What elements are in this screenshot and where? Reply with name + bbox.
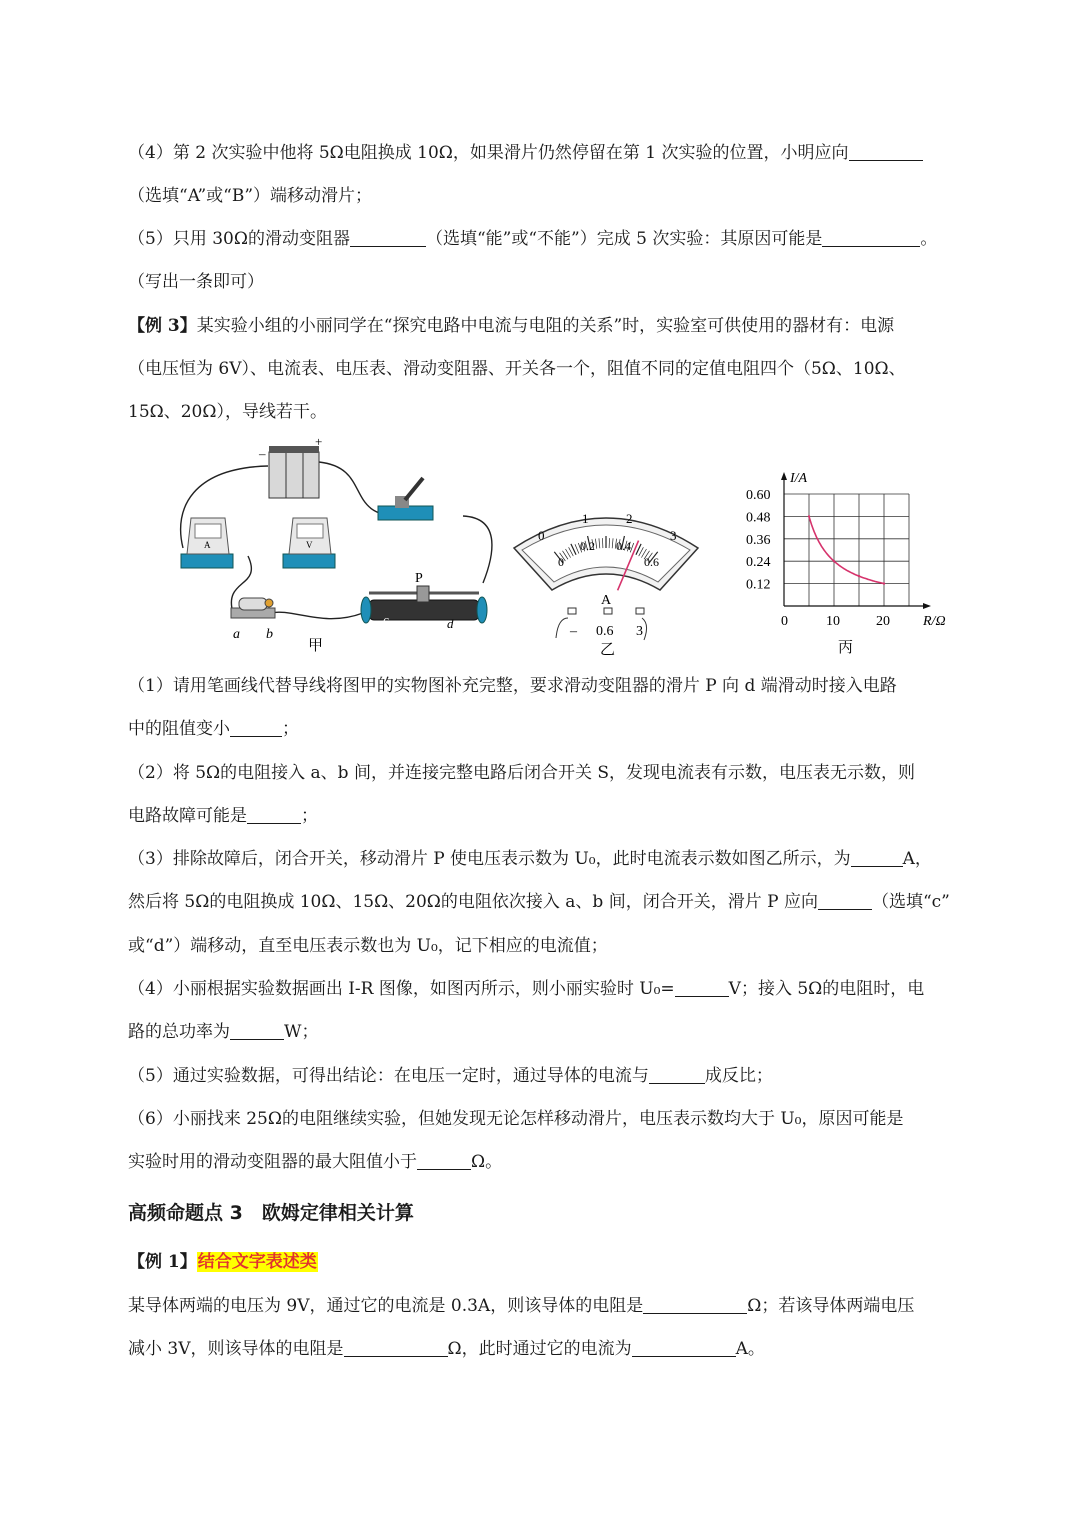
slider-label-p: P bbox=[415, 571, 423, 586]
text: 电路故障可能是 bbox=[128, 806, 247, 826]
upper-scale-3: 3 bbox=[670, 528, 677, 543]
text: 。 bbox=[920, 229, 938, 249]
text: 路的总功率为 bbox=[128, 1022, 230, 1042]
line-q3-cont-2 bbox=[128, 933, 984, 959]
text: Ω，此时通过它的电流为 bbox=[447, 1339, 632, 1359]
y-axis-arrow bbox=[781, 472, 787, 480]
line-q1-cont bbox=[128, 716, 984, 742]
upper-scale-2: 2 bbox=[626, 511, 633, 526]
text: （3）排除故障后，闭合开关，移动滑片 P 使电压表示数为 U₀，此时电流表示数如图乙所示，为 bbox=[128, 849, 851, 869]
figure-yi-ammeter bbox=[510, 500, 730, 655]
text: （5）只用 30Ω的滑动变阻器 bbox=[128, 229, 350, 249]
answer-blank[interactable] bbox=[675, 978, 729, 997]
y-tick-label: 0.24 bbox=[746, 555, 771, 571]
line-ex1 bbox=[128, 1293, 984, 1319]
text: 15Ω、20Ω），导线若干。 bbox=[128, 402, 327, 422]
terminal-0-6: 0.6 bbox=[596, 624, 614, 639]
x-tick-label: 20 bbox=[876, 614, 890, 629]
chart-curve-i-r bbox=[809, 516, 884, 583]
section-title: 高频命题点 3 欧姆定律相关计算 bbox=[128, 1202, 414, 1224]
line-ex3-intro-2 bbox=[128, 356, 984, 382]
terminal-d: d bbox=[447, 616, 454, 631]
text: （4）小丽根据实验数据画出 I-R 图像，如图丙所示，则小丽实验时 U₀= bbox=[128, 979, 675, 999]
text: ； bbox=[282, 719, 299, 739]
lower-scale-1: 0.2 bbox=[580, 539, 595, 553]
lower-scale-0: 0 bbox=[558, 555, 564, 569]
line-q4-prev-cont bbox=[128, 183, 984, 209]
lower-scale-2: 0.4 bbox=[616, 539, 631, 553]
example-tag: 【例 3】 bbox=[128, 316, 197, 336]
chart-point bbox=[808, 515, 810, 517]
line-q4-cont bbox=[128, 1019, 984, 1045]
text: 实验时用的滑动变阻器的最大阻值小于 bbox=[128, 1152, 417, 1172]
chart-grid bbox=[784, 494, 909, 606]
figure-bing-chart bbox=[734, 468, 964, 656]
example-tag: 【例 1】 bbox=[128, 1252, 197, 1272]
text: （选填“A”或“B”）端移动滑片； bbox=[128, 186, 373, 206]
text: 中的阻值变小 bbox=[128, 719, 230, 739]
section-heading bbox=[128, 1200, 984, 1226]
answer-blank[interactable] bbox=[849, 142, 923, 161]
text: （2）将 5Ω的电阻接入 a、b 间，并连接完整电路后闭合开关 S，发现电流表有示数，电压表无示数，则 bbox=[128, 763, 916, 783]
answer-blank[interactable] bbox=[344, 1338, 448, 1357]
plus-sign: + bbox=[315, 438, 323, 449]
text: （5）通过实验数据，可得出结论：在电压一定时，通过导体的电流与 bbox=[128, 1066, 649, 1086]
y-tick-label: 0.12 bbox=[746, 577, 771, 593]
text: Ω；若该导体两端电压 bbox=[747, 1296, 915, 1316]
terminal-c: c bbox=[383, 612, 389, 627]
line-ex3-intro bbox=[128, 313, 984, 339]
terminal-a: a bbox=[233, 627, 240, 642]
text: 或“d”）端移动，直至电压表示数也为 U₀，记下相应的电流值； bbox=[128, 936, 608, 956]
text: （6）小丽找来 25Ω的电阻继续实验，但她发现无论怎样移动滑片，电压表示数均大于 U₀，原因可能是 bbox=[128, 1109, 904, 1129]
text: 某实验小组的小丽同学在“探究电路中电流与电阻的关系”时，实验室可供使用的器材有：电源 bbox=[196, 316, 895, 336]
line-q5-prev-cont bbox=[128, 269, 984, 295]
line-q5-prev bbox=[128, 226, 984, 252]
chart-point bbox=[883, 582, 885, 584]
answer-blank[interactable] bbox=[643, 1295, 747, 1314]
dial-unit: A bbox=[601, 593, 612, 608]
answer-blank[interactable] bbox=[230, 718, 282, 737]
text: V；接入 5Ω的电阻时，电 bbox=[728, 979, 925, 999]
answer-blank[interactable] bbox=[818, 891, 872, 910]
chart-point bbox=[833, 560, 835, 562]
line-q3 bbox=[128, 846, 984, 872]
upper-scale-1: 1 bbox=[582, 511, 589, 526]
line-q5 bbox=[128, 1063, 984, 1089]
figure-caption: 丙 bbox=[838, 640, 854, 656]
answer-blank[interactable] bbox=[851, 848, 903, 867]
chart-xlabel: R/Ω bbox=[923, 614, 946, 629]
ammeter-letter: A bbox=[204, 540, 211, 550]
text: Ω。 bbox=[471, 1152, 503, 1172]
answer-blank[interactable] bbox=[247, 805, 301, 824]
text: （选填“能”或“不能”）完成 5 次实验：其原因可能是 bbox=[425, 229, 823, 249]
line-ex1-tag bbox=[128, 1249, 984, 1275]
text: 减小 3V，则该导体的电阻是 bbox=[128, 1339, 344, 1359]
text: ； bbox=[301, 806, 318, 826]
text: （1）请用笔画线代替导线将图甲的实物图补充完整，要求滑动变阻器的滑片 P 向 d 端滑动时接入电路 bbox=[128, 676, 897, 696]
terminal-3: 3 bbox=[636, 624, 643, 639]
text: 某导体两端的电压为 9V，通过它的电流是 0.3A，则该导体的电阻是 bbox=[128, 1296, 644, 1316]
line-q4-prev bbox=[128, 140, 984, 166]
upper-scale-0: 0 bbox=[538, 528, 545, 543]
terminal-minus: – bbox=[570, 624, 577, 639]
y-tick-label: 0.36 bbox=[746, 532, 771, 548]
text: （电压恒为 6V）、电流表、电压表、滑动变阻器、开关各一个，阻值不同的定值电阻四个（5Ω、10Ω、 bbox=[128, 359, 906, 379]
answer-blank[interactable] bbox=[230, 1021, 284, 1040]
x-tick-label: 0 bbox=[781, 614, 788, 629]
chart-tick-labels bbox=[746, 488, 890, 629]
y-tick-label: 0.48 bbox=[746, 510, 771, 526]
chart-axes bbox=[781, 472, 931, 609]
line-q2-cont bbox=[128, 803, 984, 829]
answer-blank[interactable] bbox=[632, 1338, 736, 1357]
line-q6 bbox=[128, 1106, 984, 1132]
x-axis-arrow bbox=[923, 603, 931, 609]
answer-blank[interactable] bbox=[350, 228, 426, 247]
chart-point bbox=[858, 575, 860, 577]
line-q4 bbox=[128, 976, 984, 1002]
text: W； bbox=[284, 1022, 319, 1042]
figure-jia-circuit bbox=[173, 438, 533, 653]
lower-scale-3: 0.6 bbox=[644, 555, 659, 569]
answer-blank[interactable] bbox=[822, 228, 920, 247]
answer-blank[interactable] bbox=[417, 1151, 471, 1170]
answer-blank[interactable] bbox=[649, 1065, 705, 1084]
text: A， bbox=[902, 849, 932, 869]
figure-caption: 乙 bbox=[600, 642, 616, 655]
terminal-b: b bbox=[266, 627, 273, 642]
y-tick-label: 0.60 bbox=[746, 488, 771, 503]
text: 成反比； bbox=[704, 1066, 773, 1086]
highlighted-category: 结合文字表述类 bbox=[197, 1252, 317, 1272]
line-ex1-cont bbox=[128, 1336, 984, 1362]
voltmeter-letter: V bbox=[306, 540, 313, 550]
figure-caption: 甲 bbox=[308, 638, 324, 653]
text: （4）第 2 次实验中他将 5Ω电阻换成 10Ω，如果滑片仍然停留在第 1 次实验的位置，小明应向 bbox=[128, 143, 849, 163]
chart-points bbox=[808, 515, 885, 585]
text: A。 bbox=[735, 1339, 765, 1359]
line-q1 bbox=[128, 673, 984, 699]
line-ex3-intro-3 bbox=[128, 399, 984, 425]
text: 然后将 5Ω的电阻换成 10Ω、15Ω、20Ω的电阻依次接入 a、b 间，闭合开关，滑片 P 应向 bbox=[128, 892, 818, 912]
line-q3-cont bbox=[128, 889, 984, 915]
line-q2 bbox=[128, 760, 984, 786]
text: （选填“c” bbox=[871, 892, 950, 912]
chart-ylabel: I/A bbox=[790, 471, 808, 486]
x-tick-label: 10 bbox=[826, 614, 840, 629]
text: （写出一条即可） bbox=[128, 272, 264, 292]
minus-sign: – bbox=[259, 446, 266, 461]
line-q6-cont bbox=[128, 1149, 984, 1175]
